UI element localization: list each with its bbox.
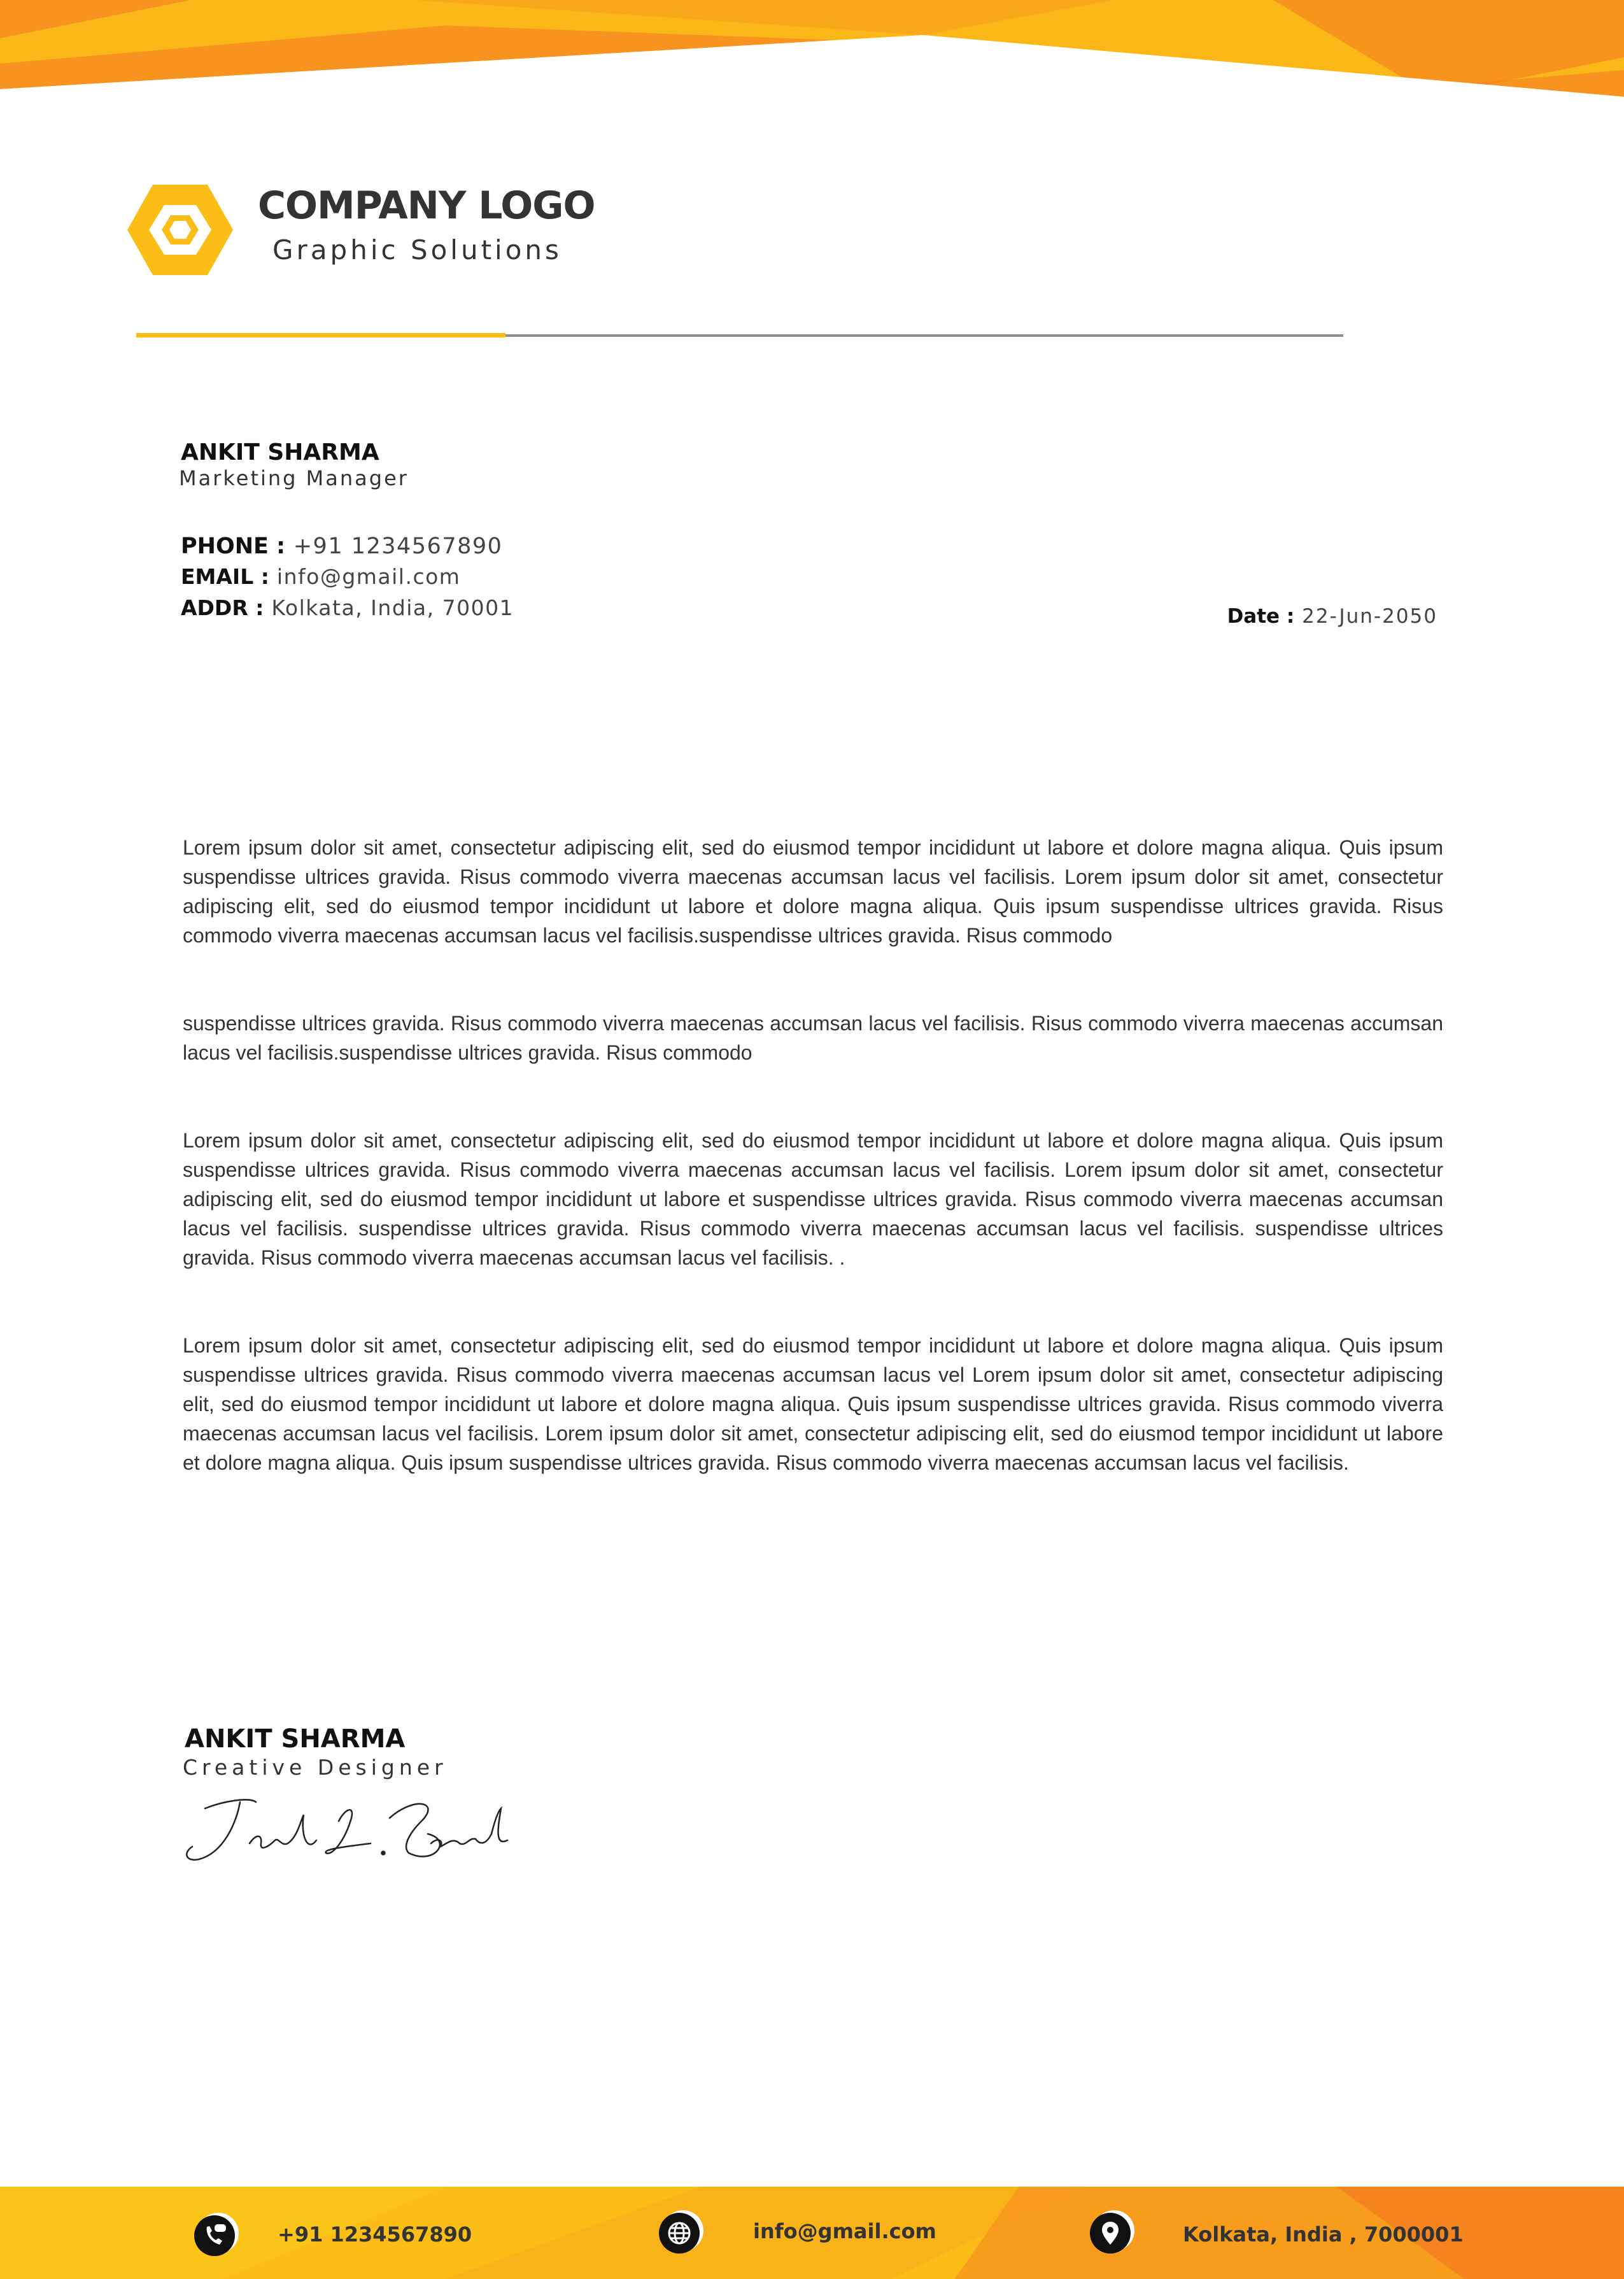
- globe-icon: [659, 2213, 700, 2254]
- sender-email: [181, 564, 460, 589]
- handwritten-signature: [180, 1783, 511, 1872]
- footer-address: Kolkata, India , 7000001: [1183, 2222, 1464, 2247]
- sender-phone: [181, 534, 502, 559]
- body-paragraph: Lorem ipsum dolor sit amet, consectetur adipiscing elit, sed do eiusmod tempor incididunt ut labore et dolore magna aliqua. Quis ipsum suspendisse ultrices gravida. Risus commodo viverra maecenas accumsan lacus vel facilisis. Lorem ipsum dolor sit amet, consectetur adipiscing elit, sed do eiusmod tempor incididunt ut labore et dolore magna aliqua. Quis ipsum suspendisse ultrices gravida. Risus commodo viverra maecenas accumsan lacus vel facilisis.suspendisse ultrices gravida. Risus commodo: [183, 836, 1443, 947]
- sender-address: [181, 595, 514, 620]
- company-tagline: Graphic Solutions: [272, 234, 562, 266]
- addr-value: Kolkata, India, 70001: [271, 595, 514, 620]
- body-paragraph: Lorem ipsum dolor sit amet, consectetur adipiscing elit, sed do eiusmod tempor incididunt ut labore et dolore magna aliqua. Quis ipsum suspendisse ultrices gravida. Risus commodo viverra maecenas accumsan lacus vel facilisis. Lorem ipsum dolor sit amet, consectetur adipiscing elit, sed do eiusmod tempor incididunt ut labore et suspendisse ultrices gravida. Risus commodo viverra maecenas accumsan lacus vel facilisis. suspendisse ultrices gravida. Risus commodo viverra maecenas accumsan lacus vel facilisis. suspendisse ultrices gravida. Risus commodo viverra maecenas accumsan lacus vel facilisis. .: [183, 1129, 1443, 1269]
- sender-title: Marketing Manager: [179, 466, 409, 490]
- phone-chat-icon: [194, 2215, 235, 2256]
- body-paragraph: Lorem ipsum dolor sit amet, consectetur adipiscing elit, sed do eiusmod tempor incididunt ut labore et dolore magna aliqua. Quis ipsum suspendisse ultrices gravida. Risus commodo viverra maecenas accumsan lacus vel Lorem ipsum dolor sit amet, consectetur adipiscing elit, sed do eiusmod tempor incididunt ut labore et dolore magna aliqua. Quis ipsum suspendisse ultrices gravida. Risus commodo viverra maecenas accumsan lacus vel facilisis. Lorem ipsum dolor sit amet, consectetur adipiscing elit, sed do eiusmod tempor incididunt ut labore et dolore magna aliqua. Quis ipsum suspendisse ultrices gravida. Risus commodo viverra maecenas accumsan lacus vel facilisis.: [183, 1334, 1443, 1474]
- phone-label: PHONE :: [181, 534, 286, 559]
- letter-date: [1227, 605, 1437, 628]
- hexagon-logo-icon: [126, 182, 234, 278]
- email-value: info@gmail.com: [276, 564, 461, 589]
- footer-email: info@gmail.com: [753, 2219, 936, 2243]
- header-divider: [136, 333, 1343, 338]
- date-value: 22-Jun-2050: [1302, 605, 1437, 628]
- sender-name: ANKIT SHARMA: [181, 439, 379, 465]
- phone-value: +91 1234567890: [293, 534, 503, 559]
- top-banner: [0, 0, 1624, 108]
- location-pin-icon: [1090, 2213, 1131, 2254]
- signatory-title: Creative Designer: [183, 1755, 448, 1780]
- company-name: COMPANY LOGO: [258, 183, 595, 228]
- body-paragraph: suspendisse ultrices gravida. Risus commodo viverra maecenas accumsan lacus vel facilisis. Risus commodo viverra maecenas accumsan lacus vel facilisis.suspendisse ultrices gravida. Risus commodo: [183, 1012, 1443, 1064]
- footer-phone: +91 1234567890: [278, 2222, 472, 2247]
- email-label: EMAIL :: [181, 564, 269, 589]
- date-label: Date :: [1227, 605, 1295, 628]
- addr-label: ADDR :: [181, 595, 264, 620]
- signatory-name: ANKIT SHARMA: [185, 1724, 406, 1754]
